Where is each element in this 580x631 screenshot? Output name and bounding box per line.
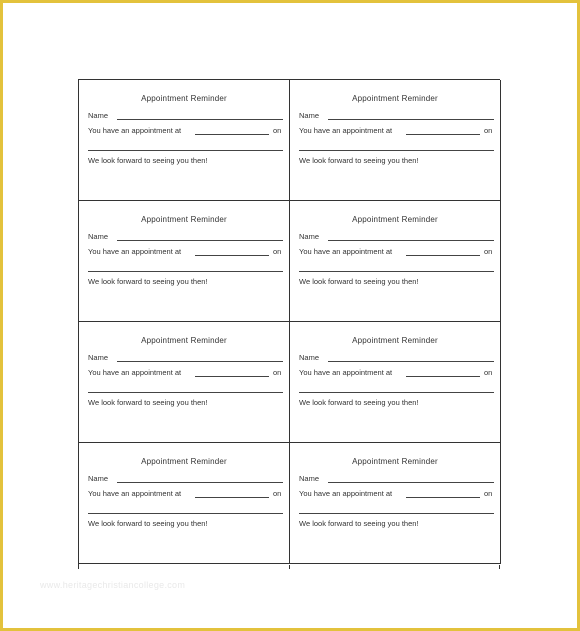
time-blank-line [195, 497, 269, 498]
card-title: Appointment Reminder [141, 336, 227, 345]
date-blank-line [299, 150, 494, 151]
closing-text: We look forward to seeing you then! [88, 156, 208, 165]
card-title: Appointment Reminder [141, 457, 227, 466]
name-label: Name [88, 232, 109, 241]
appointment-label: You have an appointment at [299, 368, 393, 377]
closing-text: We look forward to seeing you then! [88, 519, 208, 528]
date-blank-line [88, 392, 283, 393]
card-title: Appointment Reminder [141, 215, 227, 224]
name-blank-line [117, 240, 283, 241]
time-blank-line [406, 134, 480, 135]
time-blank-line [195, 134, 269, 135]
on-label: on [273, 126, 282, 135]
reminder-card [79, 443, 290, 564]
name-label: Name [299, 474, 320, 483]
watermark-text: www.heritagechristiancollege.com [40, 580, 186, 590]
reminder-card [79, 201, 290, 322]
sheet-edge-middle [289, 565, 290, 569]
time-blank-line [406, 497, 480, 498]
on-label: on [484, 489, 493, 498]
on-label: on [273, 247, 282, 256]
card-title: Appointment Reminder [352, 457, 438, 466]
reminder-card [290, 80, 501, 201]
appointment-label: You have an appointment at [88, 368, 182, 377]
on-label: on [484, 247, 493, 256]
name-label: Name [299, 111, 320, 120]
date-blank-line [299, 392, 494, 393]
date-blank-line [299, 513, 494, 514]
on-label: on [484, 368, 493, 377]
appointment-label: You have an appointment at [88, 489, 182, 498]
name-label: Name [299, 232, 320, 241]
name-label: Name [88, 111, 109, 120]
closing-text: We look forward to seeing you then! [299, 398, 419, 407]
name-blank-line [117, 361, 283, 362]
time-blank-line [195, 255, 269, 256]
closing-text: We look forward to seeing you then! [299, 519, 419, 528]
closing-text: We look forward to seeing you then! [299, 156, 419, 165]
card-title: Appointment Reminder [141, 94, 227, 103]
reminder-card-sheet [78, 79, 500, 565]
on-label: on [273, 368, 282, 377]
appointment-label: You have an appointment at [299, 489, 393, 498]
date-blank-line [88, 271, 283, 272]
sheet-edge-right [499, 565, 500, 569]
date-blank-line [88, 513, 283, 514]
reminder-card [290, 322, 501, 443]
date-blank-line [88, 150, 283, 151]
time-blank-line [195, 376, 269, 377]
reminder-card [290, 201, 501, 322]
name-blank-line [117, 482, 283, 483]
card-title: Appointment Reminder [352, 215, 438, 224]
appointment-label: You have an appointment at [299, 247, 393, 256]
name-label: Name [88, 353, 109, 362]
name-label: Name [88, 474, 109, 483]
name-blank-line [328, 482, 494, 483]
reminder-card [290, 443, 501, 564]
appointment-label: You have an appointment at [299, 126, 393, 135]
card-title: Appointment Reminder [352, 336, 438, 345]
name-blank-line [117, 119, 283, 120]
reminder-card [79, 80, 290, 201]
time-blank-line [406, 255, 480, 256]
closing-text: We look forward to seeing you then! [88, 398, 208, 407]
name-blank-line [328, 119, 494, 120]
time-blank-line [406, 376, 480, 377]
appointment-label: You have an appointment at [88, 126, 182, 135]
date-blank-line [299, 271, 494, 272]
name-blank-line [328, 240, 494, 241]
name-label: Name [299, 353, 320, 362]
card-title: Appointment Reminder [352, 94, 438, 103]
closing-text: We look forward to seeing you then! [88, 277, 208, 286]
sheet-edge-left [78, 565, 79, 569]
name-blank-line [328, 361, 494, 362]
appointment-label: You have an appointment at [88, 247, 182, 256]
reminder-card [79, 322, 290, 443]
on-label: on [484, 126, 493, 135]
closing-text: We look forward to seeing you then! [299, 277, 419, 286]
on-label: on [273, 489, 282, 498]
